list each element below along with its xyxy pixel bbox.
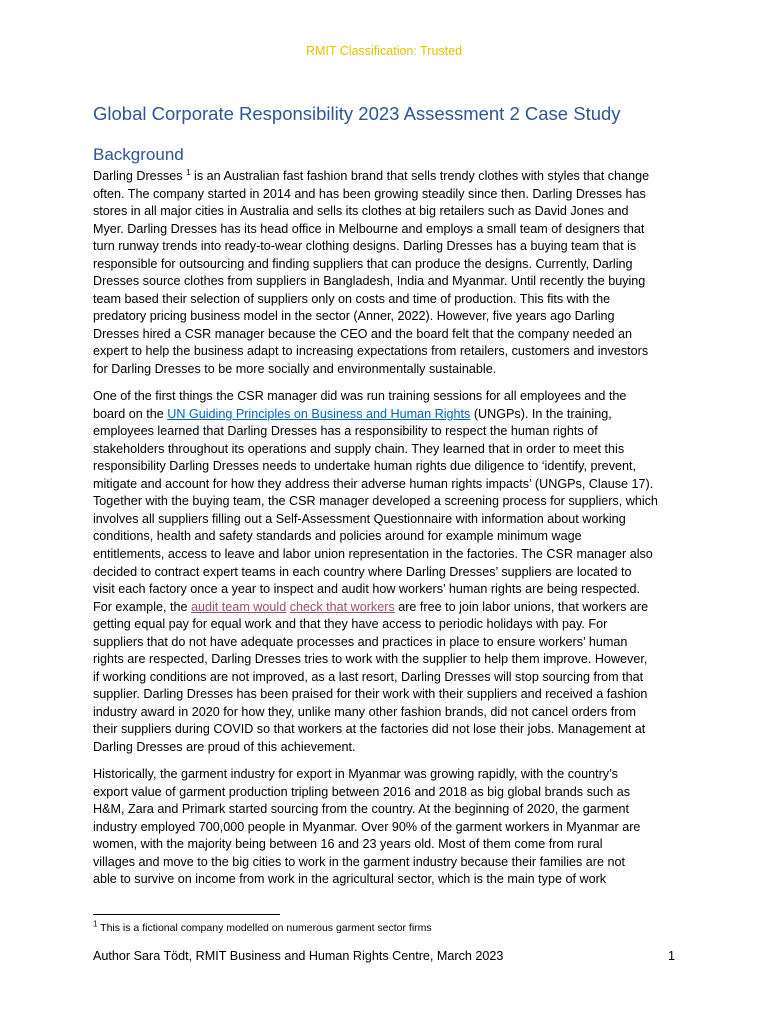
text-line: expert to help the business adapt to increasing expectations from retailers, customers and investors bbox=[93, 344, 649, 359]
text-line: export value of garment production tripling between 2016 and 2018 as big global brands such as bbox=[93, 784, 630, 799]
footnote-marker: 1 bbox=[93, 919, 98, 929]
text-line: Historically, the garment industry for export in Myanmar was growing rapidly, with the country’s bbox=[93, 767, 618, 782]
text-line: getting equal pay for equal work and that they have access to periodic holidays with pay. For bbox=[93, 617, 608, 632]
text-line: for Darling Dresses to be more socially and environmentally sustainable. bbox=[93, 362, 497, 377]
ungps-link[interactable]: UN Guiding Principles on Business and Human Rights bbox=[167, 406, 471, 421]
text-line: women, with the majority being between 16 and 23 years old. Most of them come from rural bbox=[93, 837, 603, 852]
paragraph-1 bbox=[93, 168, 677, 379]
text-line: able to survive on income from work in the agricultural sector, which is the main type of work bbox=[93, 872, 607, 887]
footnote bbox=[93, 919, 432, 934]
text-line: Dresses source clothes from suppliers in Bangladesh, India and Myanmar. Until recently the buying bbox=[93, 274, 646, 289]
text-line: responsibility Darling Dresses needs to undertake human rights due diligence to ‘identify, prevent, bbox=[93, 459, 636, 474]
text-line: involves all suppliers filling out a Self-Assessment Questionnaire with information about working bbox=[93, 511, 626, 526]
text-span: (UNGPs). In the training, bbox=[470, 406, 612, 421]
text-line: suppliers that do not have adequate processes and practices in place to ensure workers’ human bbox=[93, 634, 628, 649]
text-line: industry award in 2020 for how they, unlike many other fashion brands, did not cancel orders from bbox=[93, 704, 636, 719]
check-workers-link[interactable]: check that workers bbox=[289, 599, 395, 614]
text-line: turn runway trends into ready-to-wear clothing designs. Darling Dresses has a buying team that is bbox=[93, 239, 637, 254]
footer-author: Author Sara Tödt, RMIT Business and Human Rights Centre, March 2023 bbox=[93, 949, 504, 963]
section-heading-background: Background bbox=[93, 145, 184, 164]
text-line: stakeholders throughout its operations and supply chain. They learned that in order to meet this bbox=[93, 441, 625, 456]
page-number: 1 bbox=[668, 949, 676, 963]
paragraph-3 bbox=[93, 766, 677, 889]
text-line: Darling Dresses are proud of this achievement. bbox=[93, 740, 356, 754]
body-text bbox=[93, 168, 677, 898]
text-span: For example, the bbox=[93, 599, 191, 614]
paragraph-2 bbox=[93, 388, 677, 756]
text-line: responsible for outsourcing and finding suppliers that can produce the designs. Currently, Darling bbox=[93, 256, 633, 271]
text-line: Dresses hired a CSR manager because the CEO and the board felt that the company needed an bbox=[93, 326, 633, 341]
text-line: H&M, Zara and Primark started sourcing from the country. At the beginning of 2020, the garment bbox=[93, 802, 629, 817]
text-line: industry employed 700,000 people in Myanmar. Over 90% of the garment workers in Myanmar are bbox=[93, 819, 641, 834]
text-line: team based their selection of suppliers only on costs and time of production. This fits with the bbox=[93, 291, 611, 306]
text-line: predatory pricing business model in the sector (Anner, 2022). However, five years ago Darling bbox=[93, 309, 615, 324]
text-line: if working conditions are not improved, as a last resort, Darling Dresses will stop sourcing from that bbox=[93, 669, 644, 684]
text-line: visit each factory once a year to inspect and audit how workers’ human rights are being respected. bbox=[93, 582, 640, 597]
footnote-text: This is a fictional company modelled on numerous garment sector firms bbox=[97, 922, 432, 934]
text-line: One of the first things the CSR manager did was run training sessions for all employees and the bbox=[93, 389, 627, 404]
text-line: decided to contract expert teams in each country where Darling Dresses’ suppliers are located to bbox=[93, 564, 632, 579]
text-span: is an Australian fast fashion brand that sells trendy clothes with styles that change bbox=[190, 169, 650, 183]
text-line: often. The company started in 2014 and has been growing steadily since then. Darling Dresses has bbox=[93, 186, 646, 201]
text-line bbox=[93, 168, 677, 186]
classification-label: RMIT Classification: Trusted bbox=[305, 44, 463, 58]
text-line: supplier. Darling Dresses has been praised for their work with their suppliers and received a fashion bbox=[93, 687, 648, 702]
text-line: Together with the buying team, the CSR manager developed a screening process for suppliers, which bbox=[93, 494, 658, 509]
footnote-separator bbox=[93, 914, 280, 915]
text-line: entitlements, access to leave and labor union representation in the factories. The CSR manager also bbox=[93, 546, 653, 561]
text-line: mitigate and account for how they address their adverse human rights impacts’ (UNGPs, Clause 17). bbox=[93, 476, 654, 491]
text-line: their suppliers during COVID so that workers at the factories did not lose their jobs. Management at bbox=[93, 722, 646, 737]
text-line: rights are respected, Darling Dresses tries to work with the supplier to help them improve. However, bbox=[93, 652, 648, 667]
footnote-reference[interactable]: 1 bbox=[186, 167, 191, 177]
text-span: board on the bbox=[93, 406, 168, 421]
text-span: are free to join labor unions, that workers are bbox=[394, 599, 649, 614]
text-line: conditions, health and safety standards and policies around for example minimum wage bbox=[93, 529, 582, 544]
text-line bbox=[93, 406, 677, 424]
audit-team-link[interactable]: audit team would bbox=[191, 599, 287, 614]
text-line: villages and move to the big cities to work in the garment industry because their families are not bbox=[93, 854, 626, 869]
text-line: stores in all major cities in Australia and sells its clothes at big retailers such as David Jones and bbox=[93, 204, 629, 219]
document-title: Global Corporate Responsibility 2023 Assessment 2 Case Study bbox=[93, 103, 621, 124]
text-line: Myer. Darling Dresses has its head office in Melbourne and employs a small team of designers that bbox=[93, 221, 645, 236]
text-span: Darling Dresses bbox=[93, 169, 183, 183]
text-line bbox=[93, 599, 677, 617]
text-line: employees learned that Darling Dresses has a responsibility to respect the human rights of bbox=[93, 424, 598, 439]
